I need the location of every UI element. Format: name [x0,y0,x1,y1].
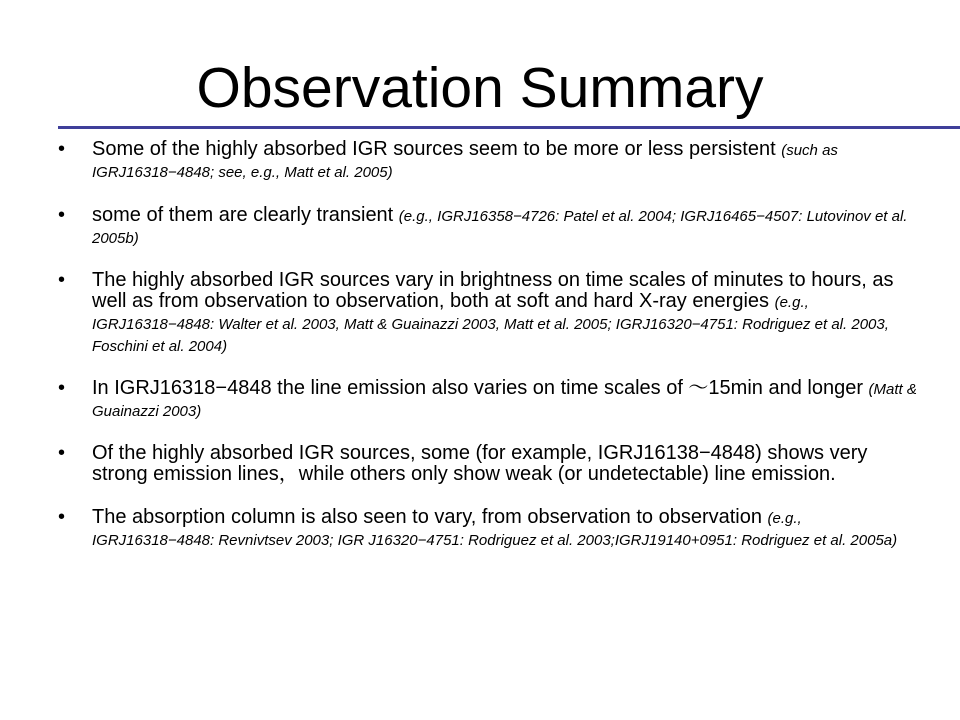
bullet-citation: (e.g., IGRJ16318−4848: Revnivtsev 2003; IGR J16320−4751: Rodriguez et al. 2003;IGRJ19140+0951: Rodriguez et al. 2005a) [92,510,898,549]
bullet-icon: • [58,506,66,528]
bullet-citation: (Matt & Guainazzi 2003) [92,381,917,420]
bullet-icon: • [58,138,66,160]
bullet-icon: • [58,442,66,464]
bullet-citation: (e.g., IGRJ16318−4848: Walter et al. 2003, Matt & Guainazzi 2003, Matt et al. 2005; IGRJ16320−4751: Rodriguez et al. 2003, Foschini et al. 2004) [92,294,889,355]
bullet-item-persistent [0,139,960,183]
bullet-list [0,139,960,551]
bullet-item-emission-lines [0,443,960,486]
bullet-citation: (such as IGRJ16318−4848; see, e.g., Matt et al. 2005) [92,142,838,181]
bullet-item-line-emission [0,378,960,422]
bullet-citation: (e.g., IGRJ16358−4726: Patel et al. 2004; IGRJ16465−4507: Lutovinov et al. 2005b) [92,208,908,247]
bullet-item-transient [0,205,960,249]
bullet-text: Of the highly absorbed IGR sources, some (for example, IGRJ16138−4848) shows very strong emission lines，while others only show weak (or undetectable) line emission. [92,442,868,485]
title-divider [58,126,960,129]
bullet-text: The highly absorbed IGR sources vary in brightness on time scales of minutes to hours, as well as from observation to observation, both at soft and hard X-ray energies [92,269,894,312]
slide-title: Observation Summary [196,56,764,120]
bullet-icon: • [58,204,66,226]
bullet-text: Some of the highly absorbed IGR sources seem to be more or less persistent [92,138,782,160]
bullet-item-absorption-column [0,507,960,551]
bullet-icon: • [58,269,66,291]
bullet-text: In IGRJ16318−4848 the line emission also varies on time scales of ～15min and longer [92,377,869,399]
bullet-text: some of them are clearly transient [92,204,399,226]
bullet-text: The absorption column is also seen to vary, from observation to observation [92,506,768,528]
bullet-icon: • [58,377,66,399]
bullet-item-brightness [0,270,960,357]
